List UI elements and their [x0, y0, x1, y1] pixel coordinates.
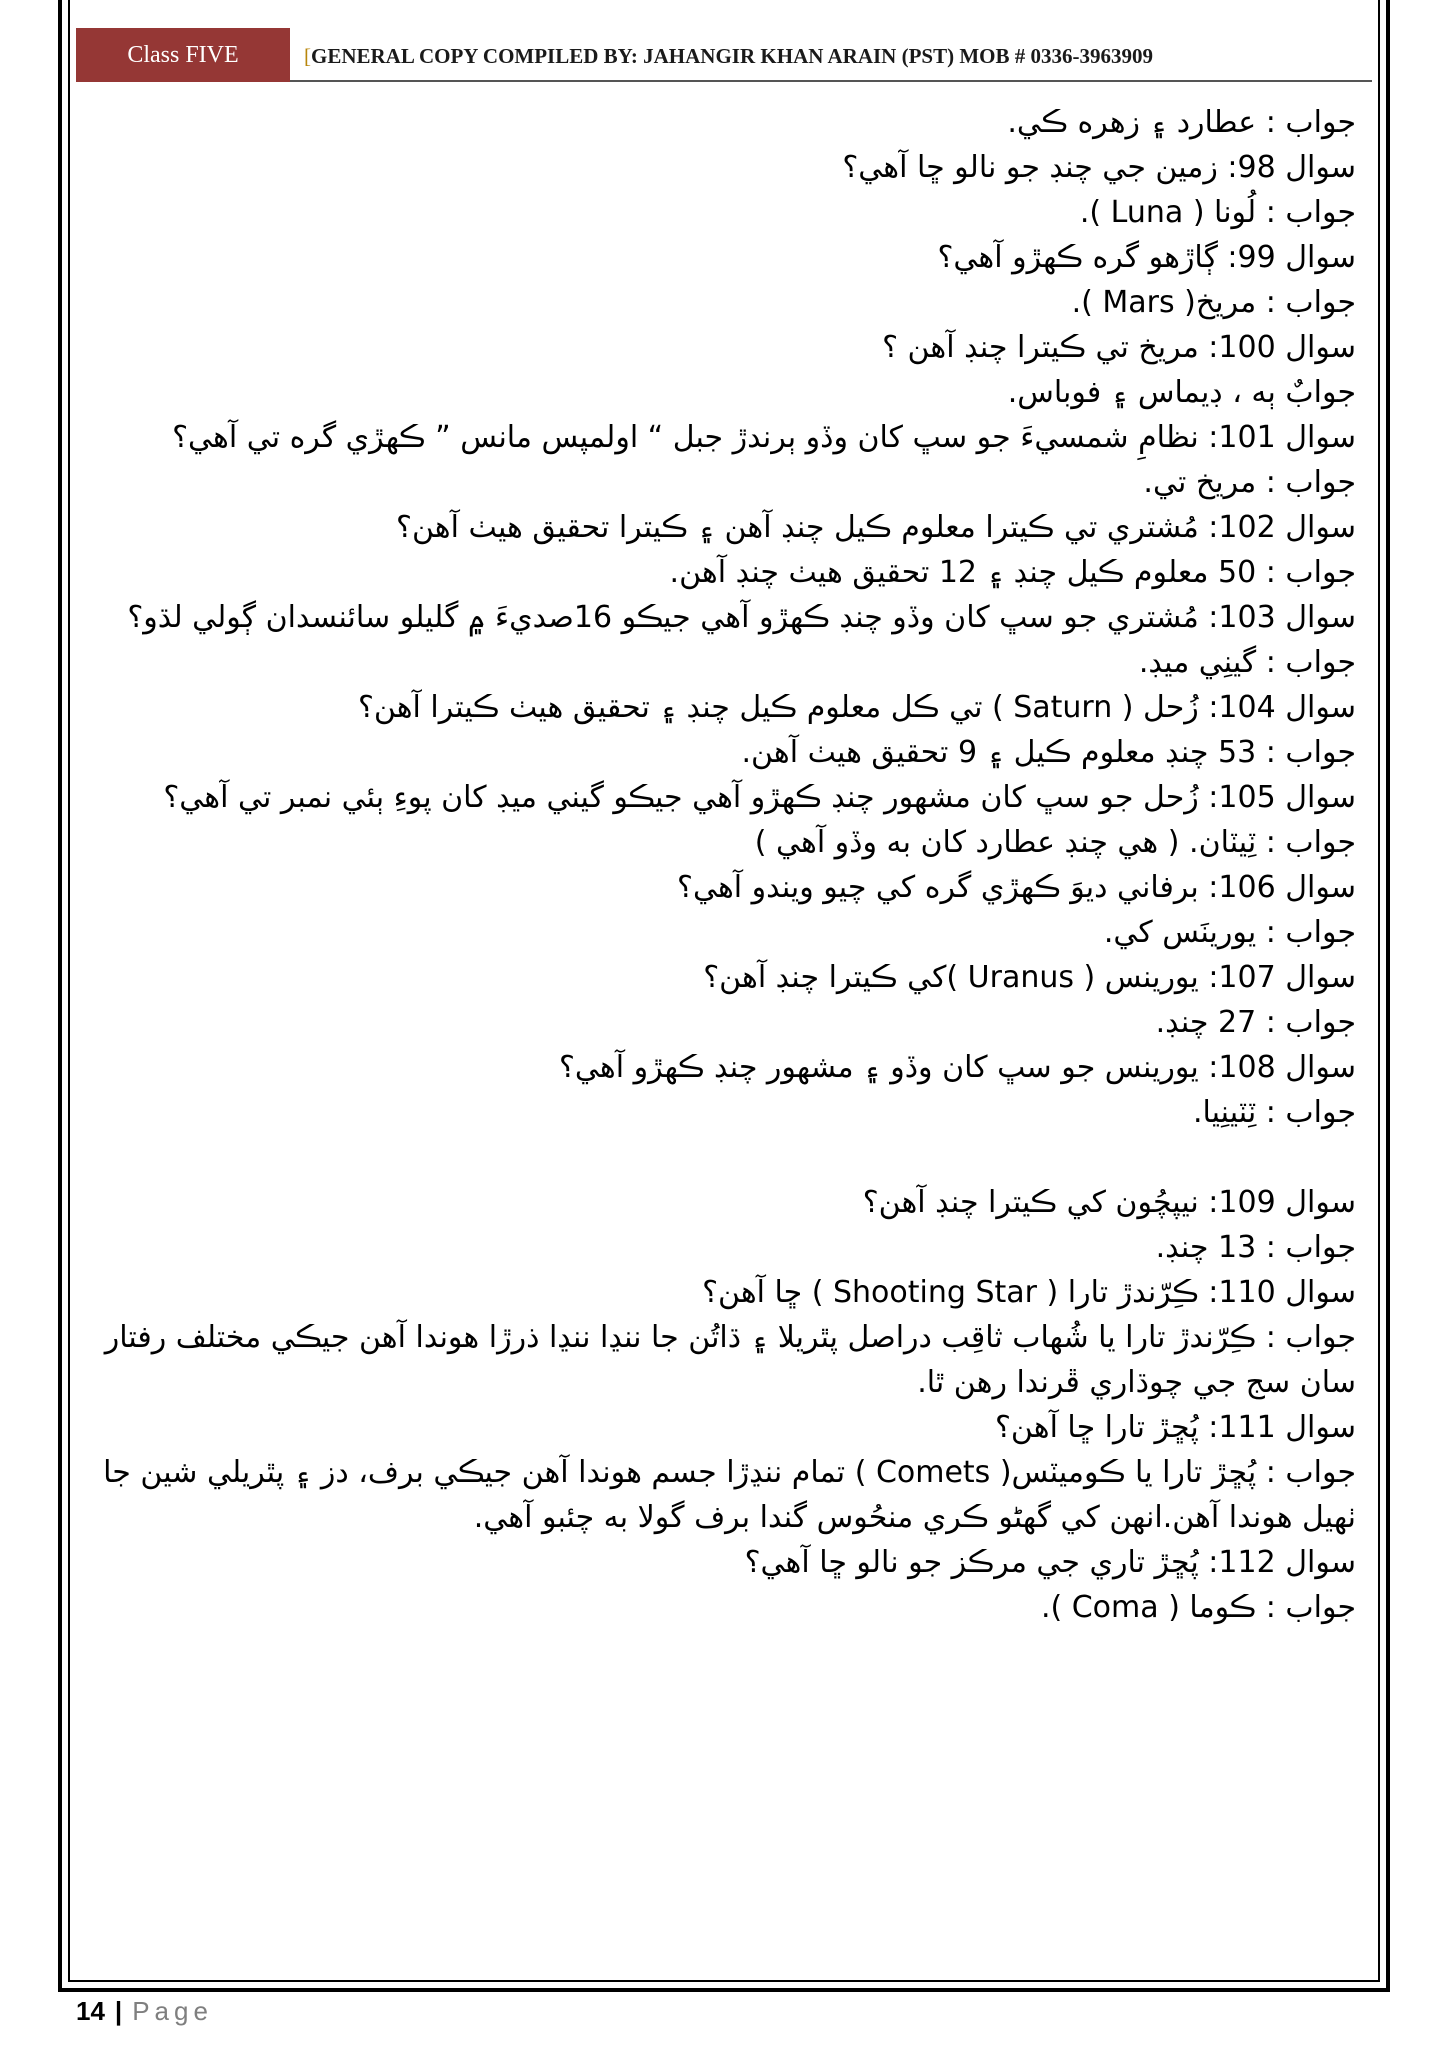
answer-line: جواب : 50 معلوم ڪيل چنڊ ۽ 12 تحقيق هيٺ چنڊ آهن.	[669, 555, 1356, 590]
answer-line: جواب : ٽِٽينِيا.	[1192, 1095, 1356, 1130]
question-line: سوال 107: يورينس ( Uranus )کي ڪيترا چنڊ آهن؟	[703, 960, 1356, 995]
question-line: سوال 100: مريخ تي ڪيترا چنڊ آهن ؟	[882, 330, 1356, 365]
question-line: سوال 105: زُحل جو سڀ کان مشهور چنڊ ڪهڙو آهي جيڪو گيني ميڊ کان پوءِ ٻئي نمبر تي آهي؟	[163, 780, 1356, 815]
answer-line: جواب : 53 چنڊ معلوم ڪيل ۽ 9 تحقيق هيٺ آهن.	[741, 735, 1356, 770]
answer-line: جواب : پُڇڙ تارا يا ڪوميٽس( Comets ) تمام ننڍڙا جسم هوندا آهن جيڪي برف، دز ۽ پٿريلي شين جا ٺهيل هوندا آهن.انهن کي گهڻو ڪري منحُوس گندا برف گولا به چئبو آهي.	[103, 1455, 1356, 1535]
question-line: سوال 110: ڪِرّندڙ تارا ( Shooting Star ) ڇا آهن؟	[702, 1275, 1356, 1310]
page-header	[76, 28, 1372, 82]
question-line: سوال 112: پُڇڙ تاري جي مرڪز جو نالو ڇا آهي؟	[744, 1545, 1356, 1580]
answer-line: جوابٌ ٻه ، ڊيماس ۽ فوباس.	[1007, 375, 1356, 410]
compiler-text: GENERAL COPY COMPILED BY: JAHANGIR KHAN ARAIN (PST) MOB # 0336-3963909	[311, 44, 1153, 68]
answer-line: جواب : عطارد ۽ زهره ڪي.	[1007, 105, 1356, 140]
answer-line: جواب : لُونا ( Luna ).	[1079, 195, 1356, 230]
qa-content	[80, 100, 1368, 1630]
page-footer	[76, 1996, 213, 2027]
header-divider	[290, 80, 1372, 82]
question-line: سوال 106: برفاني ديوَ ڪهڙي گره کي چيو ويندو آهي؟	[677, 870, 1356, 905]
answer-line: جواب : يورينَس کي.	[1103, 915, 1356, 950]
question-line: سوال 99: ڳاڙهو گره ڪهڙو آهي؟	[937, 240, 1356, 275]
blank-line	[80, 1135, 1356, 1180]
answer-line: جواب : ٽِيٽان. ( هي چنڊ عطارد کان به وڏو آهي )	[754, 825, 1356, 860]
class-label: Class FIVE	[76, 28, 290, 82]
question-line: سوال 101: نظامِ شمسيءَ جو سڀ کان وڏو ٻرندڙ جبل “ اولمپس مانس ” ڪهڙي گره تي آهي؟	[172, 420, 1356, 455]
answer-line: جواب : 27 چنڊ.	[1155, 1005, 1356, 1040]
question-line: سوال 103: مُشتري جو سڀ کان وڏو چنڊ ڪهڙو آهي جيڪو 16صديءَ ۾ گليلو سائنسدان ڳولي لڌو؟	[127, 600, 1356, 635]
question-line: سوال 111: پُڇڙ تارا ڇا آهن؟	[994, 1410, 1356, 1445]
question-line: سوال 108: يورينس جو سڀ کان وڏو ۽ مشهور چنڊ ڪهڙو آهي؟	[558, 1050, 1356, 1085]
header-bracket: [	[304, 44, 311, 68]
question-line: سوال 109: نيپچُون کي ڪيترا چنڊ آهن؟	[862, 1185, 1356, 1220]
answer-line: جواب : مريخ( Mars ).	[1071, 285, 1356, 320]
answer-line: جواب : ڪوما ( Coma ).	[1040, 1590, 1356, 1625]
answer-line: جواب : مريخ تي.	[1143, 465, 1356, 500]
footer-separator: |	[114, 1996, 123, 2026]
page-word: Page	[132, 1996, 213, 2026]
question-line: سوال 104: زُحل ( Saturn ) تي ڪل معلوم ڪيل چنڊ ۽ تحقيق هيٺ ڪيترا آهن؟	[357, 690, 1356, 725]
answer-line: جواب : ڪِرّندڙ تارا يا شُهاب ثاقِب دراصل پٿريلا ۽ ڌاتُن جا ننڍا ننڍا ذرڙا هوندا آهن جيڪي مختلف رفتار سان سج جي چوڌاري ڦرندا رهن ٿا.	[104, 1320, 1356, 1400]
answer-line: جواب : گينِي ميڊ.	[1138, 645, 1356, 680]
compiler-info	[304, 44, 1153, 69]
answer-line: جواب : 13 چنڊ.	[1155, 1230, 1356, 1265]
page-number: 14	[76, 1996, 105, 2026]
question-line: سوال 102: مُشتري تي ڪيترا معلوم ڪيل چنڊ آهن ۽ ڪيترا تحقيق هيٺ آهن؟	[396, 510, 1356, 545]
question-line: سوال 98: زمين جي چنڊ جو نالو ڇا آهي؟	[842, 150, 1356, 185]
